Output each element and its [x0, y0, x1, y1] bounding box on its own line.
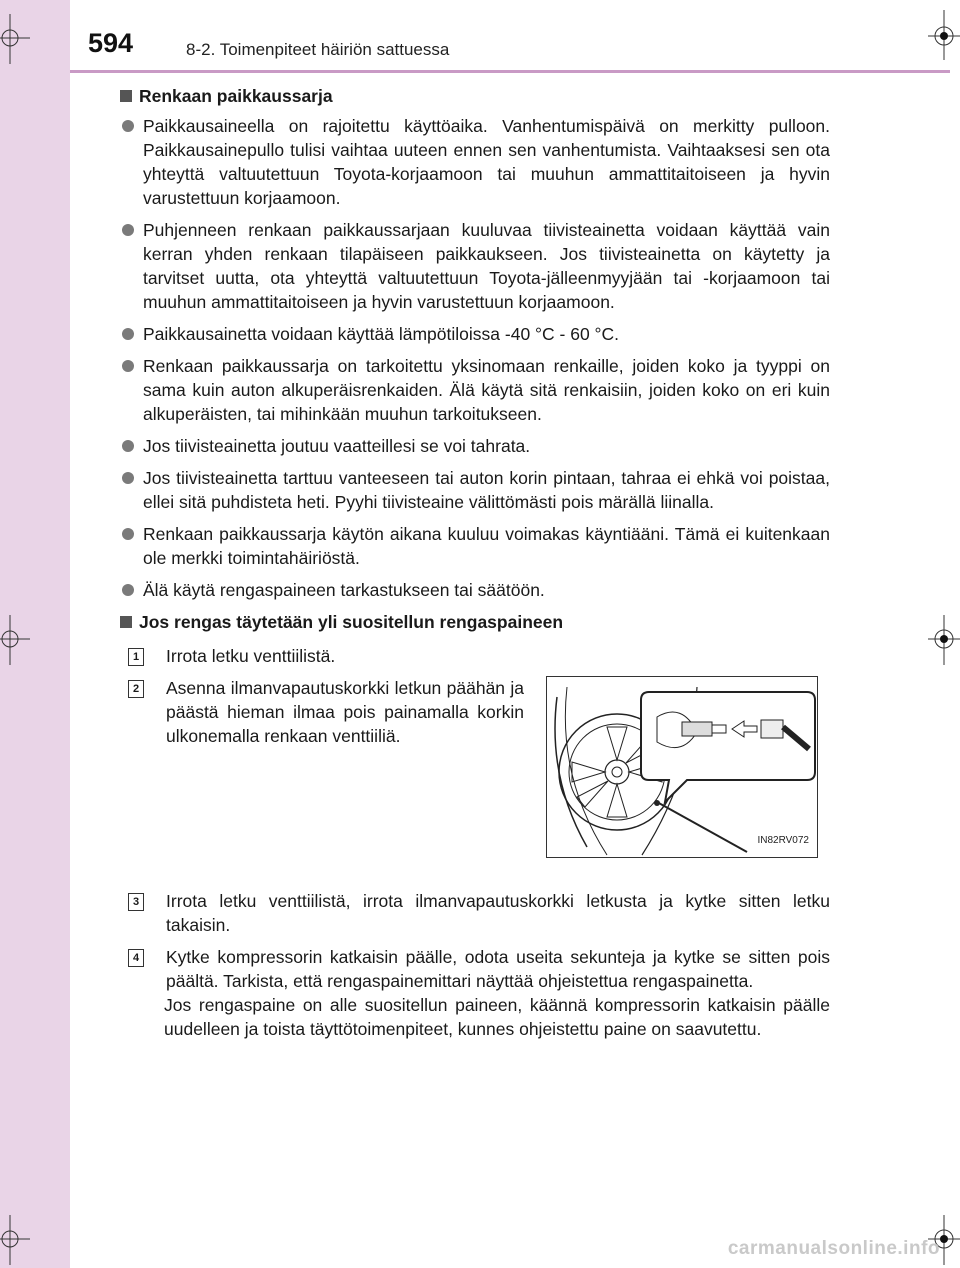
step-item-with-figure: [120, 676, 830, 881]
step-item: [120, 945, 830, 993]
bullet-text: Renkaan paikkaussarja käytön aikana kuuluu voimakas käyntiääni. Tämä ei kuitenkaan ole merkki toimintahäiriöstä.: [143, 524, 830, 568]
heading-text: Renkaan paikkaussarja: [139, 86, 333, 106]
watermark-text: carmanualsonline.info: [727, 1238, 940, 1259]
page-body: [120, 84, 830, 1049]
bullet-dot-icon: [122, 584, 134, 596]
bullet-text: Älä käytä rengaspaineen tarkastukseen tai säätöön.: [143, 580, 545, 600]
bullet-item: [120, 578, 830, 602]
step-item: [120, 889, 830, 937]
bullet-text: Paikkausainetta voidaan käyttää lämpötiloissa -40 °C - 60 °C.: [143, 324, 620, 344]
section-title: 8-2. Toimenpiteet häiriön sattuessa: [186, 40, 450, 59]
bullet-item: [120, 434, 830, 458]
step-text: Irrota letku venttiilistä, irrota ilmanvapautuskorkki letkusta ja kytke sitten letku takaisin.: [166, 891, 830, 935]
crop-mark-mid-left: [0, 615, 30, 665]
bullet-item: [120, 322, 830, 346]
crop-mark-top-right: [928, 10, 960, 60]
bullet-text: Renkaan paikkaussarja on tarkoitettu yksinomaan renkaille, joiden koko ja tyyppi on sama kuin auton alkuperäisrenkaiden. Älä käytä sitä renkaisiin, joiden koko on eri kuin alkuperäisten, tai mihinkään muuhun tarkoitukseen.: [143, 356, 830, 424]
bullet-item: [120, 218, 830, 314]
step-item: [120, 644, 830, 668]
step-number-box: 4: [128, 949, 144, 967]
step-number-box: 1: [128, 648, 144, 666]
bullet-dot-icon: [122, 224, 134, 236]
section-heading: [120, 610, 830, 634]
bullet-text: Jos tiivisteainetta tarttuu vanteeseen tai auton korin pintaan, tahraa ei ehkä voi poistaa, ellei sitä puhdisteta heti. Pyyhi tiivisteaine välittömästi pois märällä liinalla.: [143, 468, 830, 512]
bullet-text: Jos tiivisteainetta joutuu vaatteillesi se voi tahrata.: [143, 436, 531, 456]
crop-mark-bottom-left: [0, 1215, 30, 1265]
bullet-item: [120, 354, 830, 426]
bullet-item: [120, 114, 830, 210]
step-text: Jos rengaspaine on alle suositellun paineen, käännä kompressorin katkaisin päälle uudelleen ja toista täyttötoimenpiteet, kunnes ohjeistettu paine on saavutettu.: [164, 995, 830, 1039]
tire-valve-illustration: [546, 676, 818, 858]
bullet-dot-icon: [122, 360, 134, 372]
bullet-dot-icon: [122, 528, 134, 540]
step-text: Asenna ilmanvapautuskorkki letkun päähän ja päästä hieman ilmaa pois painamalla korkin ulkonemalla renkaan venttiiliä.: [166, 678, 524, 746]
section-heading: [120, 84, 830, 108]
bullet-text: Paikkausaineella on rajoitettu käyttöaika. Vanhentumispäivä on merkitty pulloon. Paikkausainepullo tulisi vaihtaa uuteen ennen sen vanhentumista. Vaihtaaksesi sen ota yhteyttä valtuutettuun Toyota-korjaamoon tai muuhun ammattitaitoiseen ja hyvin varustettuun korjaamoon.: [143, 116, 830, 208]
crop-mark-mid-right: [928, 615, 960, 665]
bullet-item: [120, 466, 830, 514]
square-bullet-icon: [120, 616, 132, 628]
bullet-dot-icon: [122, 120, 134, 132]
bullet-item: [120, 522, 830, 570]
bullet-text: Puhjenneen renkaan paikkaussarjaan kuuluvaa tiivisteainetta voidaan käyttää vain kerran yhden renkaan tilapäiseen paikkaukseen. Jos tiivisteainetta on käytetty ja tarvitset uutta, ota yhteyttä valtuutettuun Toyota-jälleenmyyjään tai -korjaamoon tai muuhun ammattitaitoiseen ja hyvin varustettuun korjaamoon.: [143, 220, 830, 312]
crop-mark-top-left: [0, 14, 30, 64]
bullet-dot-icon: [122, 472, 134, 484]
step-number-box: 2: [128, 680, 144, 698]
square-bullet-icon: [120, 90, 132, 102]
bullet-dot-icon: [122, 328, 134, 340]
heading-text: Jos rengas täytetään yli suositellun rengaspaineen: [139, 612, 564, 632]
bullet-dot-icon: [122, 440, 134, 452]
step-number-box: 3: [128, 893, 144, 911]
page-number: 594: [88, 28, 134, 58]
header-rule: [70, 70, 950, 73]
figure-label: IN82RV072: [757, 835, 809, 846]
step-text: Irrota letku venttiilistä.: [166, 646, 336, 666]
step-continuation: [120, 993, 830, 1041]
step-text: Kytke kompressorin katkaisin päälle, odota useita sekunteja ja kytke se sitten pois päältä. Tarkista, että rengaspainemittari näyttää ohjeistettua rengaspainetta.: [166, 947, 830, 991]
